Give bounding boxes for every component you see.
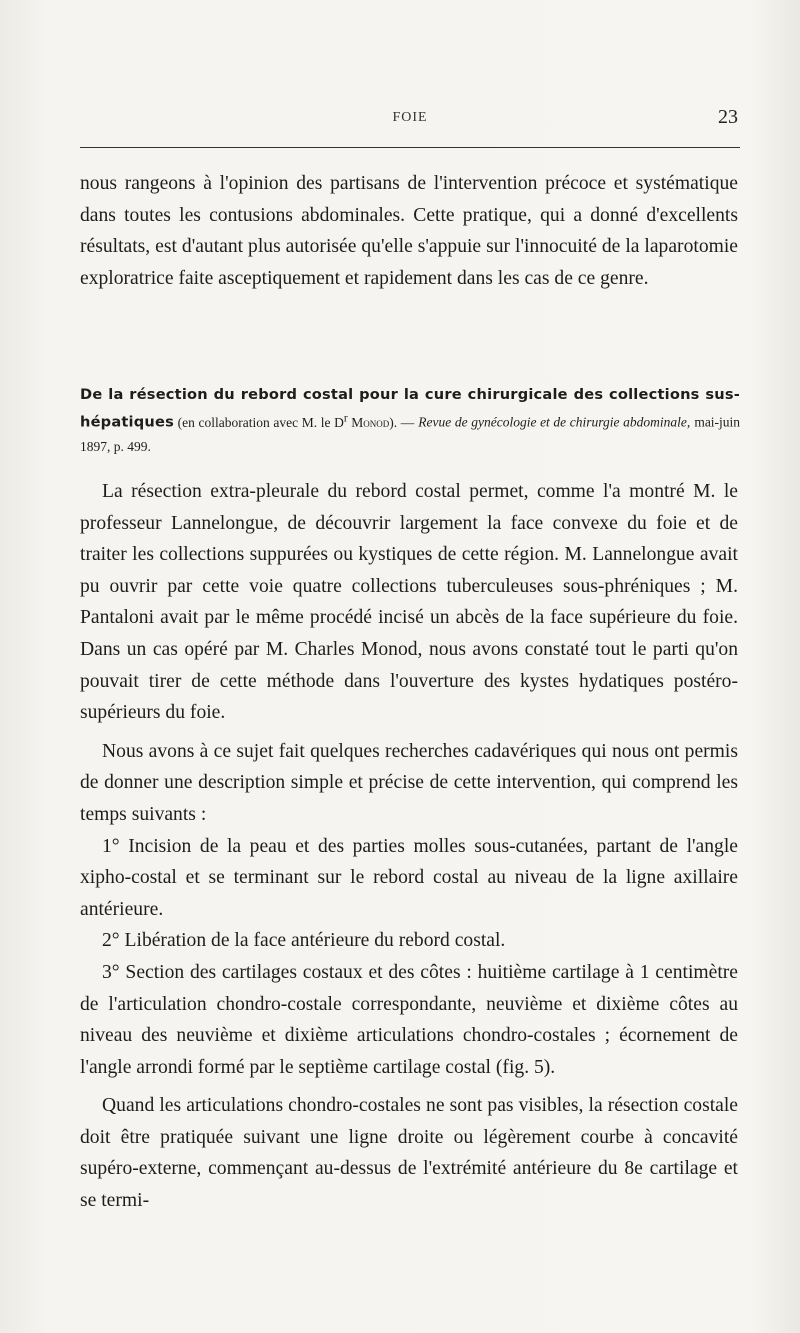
step-1: 1° Incision de la peau et des parties molles sous-cutanées, partant de l'angle xipho-costal et se terminant sur le rebord costal au niveau de la ligne axillaire antérieure.	[80, 835, 738, 920]
collab-sup: r	[343, 412, 348, 424]
header-rule	[80, 147, 740, 148]
page-number: 23	[718, 106, 738, 128]
reference-journal: Revue de gynécologie et de chirurgie abdominale,	[418, 414, 691, 430]
paragraph-articulations: Quand les articulations chondro-costales ne sont pas visibles, la résection costale doit être pratiquée suivant une ligne droite ou légèrement courbe à concavité supéro-externe, commençant au-dessus de l'extrémité antérieure du 8e cartilage et se termi-	[80, 1095, 738, 1212]
paragraph-resection: La résection extra-pleurale du rebord costal permet, comme l'a montré M. le professeur Lannelongue, de découvrir largement la face convexe du foie et de traiter les collections suppurées ou kystiques de cette région. M. Lannelongue avait pu ouvrir par cette voie quatre collections tuberculeuses sous-phréniques ; M. Pantaloni avait par le même procédé incisé un abcès de la face supérieure du foie. Dans un cas opéré par M. Charles Monod, nous avons constaté tout le parti qu'on pouvait tirer de cette méthode dans l'ouverture des kystes hydatiques postéro-supérieurs du foie.	[80, 481, 738, 724]
step-2: 2° Libération de la face antérieure du rebord costal.	[102, 930, 506, 952]
opening-paragraph: nous rangeons à l'opinion des partisans de l'intervention précoce et systématique dans toutes les contusions abdominales. Cette pratique, qui a donné d'excellents résultats, est d'autant plus autorisée qu'elle s'appuie sur l'innocuité de la laparotomie exploratrice faite asceptiquement et rapidement dans les cas de ce genre.	[80, 173, 738, 289]
page-header	[80, 106, 740, 136]
reference-collab	[174, 412, 415, 430]
reference-date: mai-juin 1897, p. 499.	[80, 414, 741, 454]
reference-title: De la résection du rebord costal pour la cure chirurgicale des collections sus-hépatiques	[80, 386, 740, 431]
collab-name: Monod	[351, 414, 390, 430]
bibliographic-reference	[80, 383, 740, 459]
opening-paragraph-block	[80, 168, 738, 294]
main-text	[80, 476, 738, 1217]
collab-suffix: ). —	[389, 414, 415, 430]
paragraph-recherches: Nous avons à ce sujet fait quelques recherches cadavériques qui nous ont permis de donner une description simple et précise de cette intervention, qui comprend les temps suivants :	[80, 740, 738, 825]
running-head: FOIE	[392, 110, 428, 125]
collab-prefix: (en collaboration avec M. le D	[177, 414, 344, 430]
step-3: 3° Section des cartilages costaux et des côtes : huitième cartilage à 1 centimètre de l'articulation chondro-costale correspondante, neuvième et dixième côtes au niveau des neuvième et dixième articulations chondro-costales ; écornement de l'angle arrondi formé par le septième cartilage costal (fig. 5).	[80, 961, 738, 1078]
